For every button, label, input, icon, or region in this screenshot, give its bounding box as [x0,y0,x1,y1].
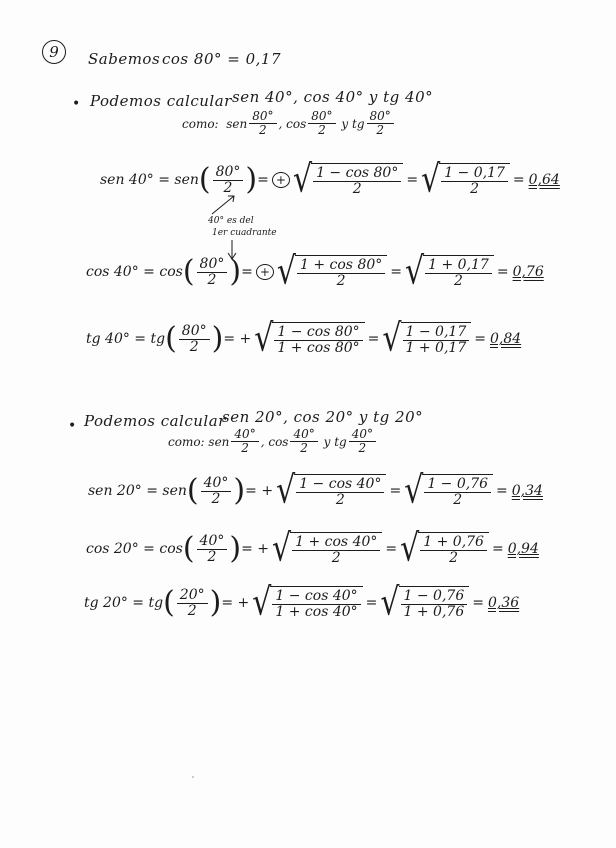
radical-icon: √ [276,468,296,513]
bullet-dot: • [72,96,81,112]
result-value: 0,64 [528,172,560,189]
como-label: como: [182,116,219,131]
equation-tg40 [86,316,522,361]
y-word: y [323,434,331,449]
equation-sen40 [100,157,560,202]
radical-icon: √ [272,526,292,571]
radical-icon: √ [405,249,425,294]
arg-fraction: $\frac{80^\circ}{2}$ [179,324,210,356]
section1-como-line [182,110,396,137]
sqrt-expression: √ $\frac{1 - \cos 80^\circ}{2}$ [293,163,403,198]
result-value: 0,36 [487,595,520,612]
como-sen: sen [208,434,230,449]
radical-icon: √ [400,526,420,571]
half-angle-fraction: $\frac{80^\circ}{2}$ [249,110,276,137]
sqrt-expression: √ $\frac{1 + \cos 40^\circ}{2}$ [272,532,382,567]
eq-sign: = [390,264,402,281]
eq-lhs: tg 40° = tg [86,331,166,348]
sqrt-expression: √ $\frac{1 + 0,76}{2}$ [400,532,489,567]
radical-icon: √ [276,249,296,294]
eq-sign: = [496,483,508,500]
half-angle-fraction: $\frac{40^\circ}{2}$ [349,428,376,455]
radical-icon: √ [292,157,313,202]
eq-sign: = [257,172,269,189]
section1-title-terms: sen 40°, cos 40° y tg 40° [232,88,434,106]
section1-title-prefix: Podemos calcular [90,92,232,110]
bullet-dot: • [68,418,77,434]
como-cos: cos [286,116,307,131]
section2-title-prefix: Podemos calcular [84,412,226,430]
y-word: y [341,116,349,131]
radical-icon: √ [380,580,400,625]
como-tg: tg [352,116,365,131]
separator: , [260,434,265,449]
header-given: cos 80° = 0,17 [162,50,281,68]
half-angle-fraction: $\frac{40^\circ}{2}$ [290,428,317,455]
eq-sign: = [406,172,419,189]
paren-close: ) [245,162,258,198]
sqrt-expression: √ $\frac{1 - \cos 80^\circ}{1 + \cos 80^\circ}$ [254,322,364,357]
eq-sign: = [491,541,504,558]
equation-cos40 [86,249,544,294]
header-sabemos: Sabemos [88,50,161,68]
sqrt-expression: √ $\frac{1 - 0,76}{1 + 0,76}$ [380,586,469,621]
arg-fraction: $\frac{80^\circ}{2}$ [213,165,244,197]
annotation-note-line1: 40° es del [208,216,254,226]
sqrt-expression: √ $\frac{1 - \cos 40^\circ}{1 + \cos 40^\circ}$ [252,586,362,621]
result-value: 0,84 [489,331,522,348]
equation-sen20 [88,468,543,513]
annotation-note-line2: 1er cuadrante [212,228,277,238]
paren-open: ( [182,254,195,290]
paren-open: ( [165,321,177,357]
paren-open: ( [163,585,175,621]
paren-close: ) [211,321,224,357]
eq-sign: = [474,331,486,348]
equation-cos20 [86,526,539,571]
eq-sign: = [512,172,525,189]
arg-fraction: $\frac{20^\circ}{2}$ [177,588,208,620]
sqrt-expression: √ $\frac{1 - \cos 40^\circ}{2}$ [276,474,386,509]
sqrt-expression: √ $\frac{1 - 0,76}{2}$ [404,474,493,509]
paren-close: ) [233,473,246,509]
radical-icon: √ [252,580,272,625]
eq-sign: = [496,264,509,281]
radical-icon: √ [421,157,441,202]
eq-lhs: cos 20° = cos [86,541,183,558]
radical-icon: √ [404,468,424,513]
sqrt-expression: √ $\frac{1 - 0,17}{1 + 0,17}$ [382,322,471,357]
circled-plus-sign: + [256,264,274,280]
paren-open: ( [182,531,195,567]
eq-sign: = + [241,541,269,558]
eq-sign: = [472,595,484,612]
eq-sign: = + [221,595,250,612]
eq-sign: = [385,541,398,558]
equation-tg20 [84,580,520,625]
eq-sign: = [365,595,378,612]
eq-lhs: sen 40° = sen [100,172,199,189]
arg-fraction: $\frac{80^\circ}{2}$ [197,257,228,289]
eq-sign: = [241,264,253,281]
result-value: 0,34 [511,483,543,500]
paren-close: ) [229,531,242,567]
como-tg: tg [334,434,347,449]
eq-sign: = [367,331,380,348]
paren-open: ( [198,162,211,198]
sqrt-expression: √ $\frac{1 - 0,17}{2}$ [421,163,510,198]
paper-speck [192,776,194,778]
paren-close: ) [209,585,222,621]
paren-close: ) [229,254,242,290]
half-angle-fraction: $\frac{40^\circ}{2}$ [231,428,258,455]
circled-plus-sign: + [272,172,290,188]
como-sen: sen [226,116,248,131]
radical-icon: √ [382,316,402,361]
eq-lhs: sen 20° = sen [88,483,187,500]
sqrt-expression: √ $\frac{1 + \cos 80^\circ}{2}$ [277,255,387,290]
section2-title-terms: sen 20°, cos 20° y tg 20° [222,408,424,426]
result-value: 0,94 [507,541,539,558]
section2-como-line [168,428,378,455]
como-label: como: [168,434,205,449]
separator: , [278,116,283,131]
eq-sign: = + [223,331,252,348]
paren-open: ( [186,473,199,509]
problem-number: 9 [42,40,66,64]
half-angle-fraction: $\frac{80^\circ}{2}$ [308,110,335,137]
sqrt-expression: √ $\frac{1 + 0,17}{2}$ [405,255,494,290]
eq-lhs: cos 40° = cos [86,264,183,281]
eq-sign: = [389,483,402,500]
eq-lhs: tg 20° = tg [84,595,164,612]
eq-sign: = + [245,483,274,500]
radical-icon: √ [254,316,274,361]
half-angle-fraction: $\frac{80^\circ}{2}$ [367,110,394,137]
arg-fraction: $\frac{40^\circ}{2}$ [201,476,232,508]
como-cos: cos [268,434,289,449]
result-value: 0,76 [512,264,544,281]
arg-fraction: $\frac{40^\circ}{2}$ [197,534,228,566]
